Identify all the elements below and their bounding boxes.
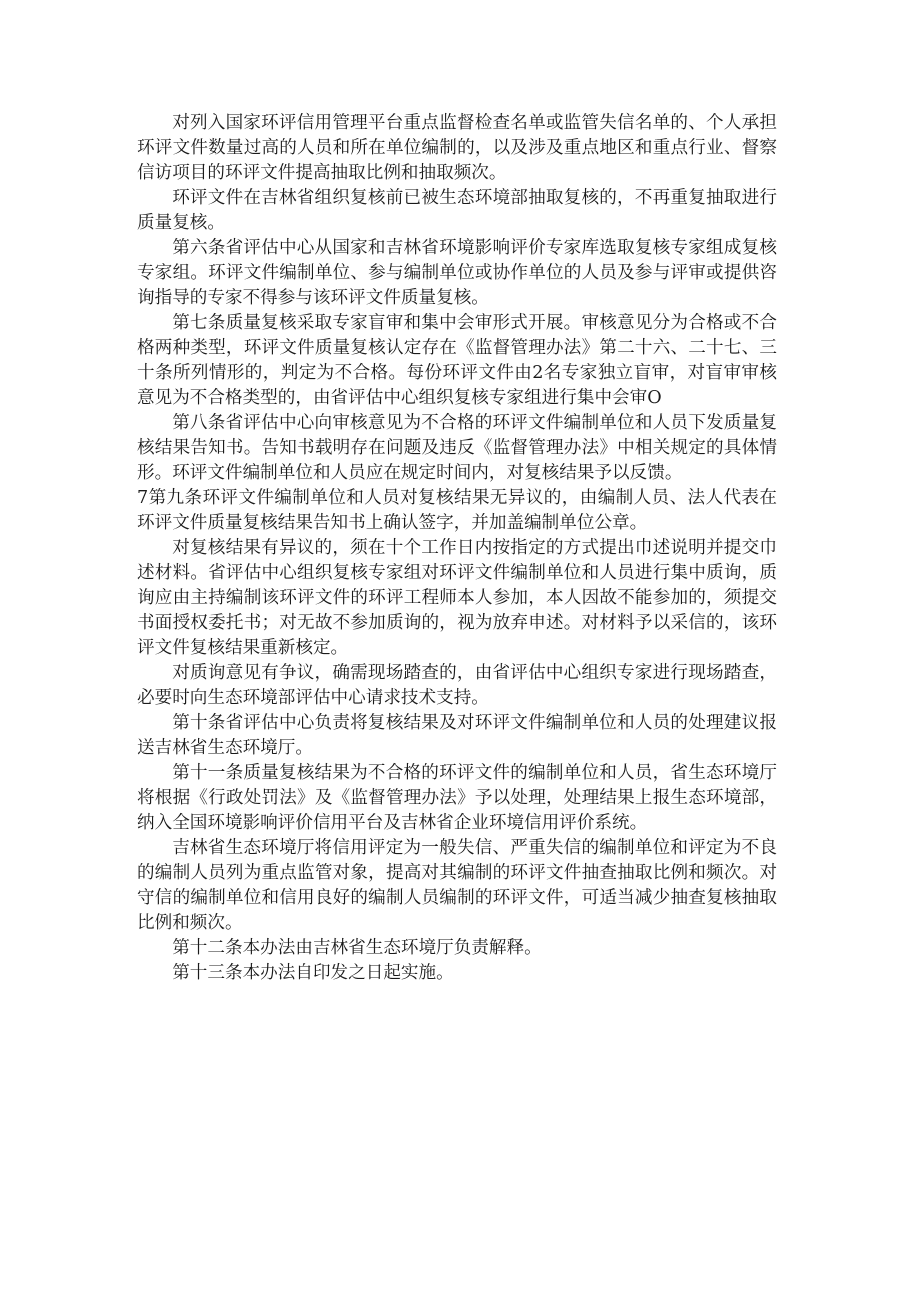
paragraph-article-11: 第十一条质量复核结果为不合格的环评文件的编制单位和人员，省生态环境厅将根据《行政处罚法》及《监督管理办法》予以处理，处理结果上报生态环境部，纳入全国环境影响评价信用平台及吉林省企业环境信用评价系统。 [137,763,777,833]
paragraph-article-12: 第十二条本办法由吉林省生态环境厅负责解释。 [172,938,542,958]
paragraph-article-13: 第十三条本办法自印发之日起实施。 [172,963,454,983]
paragraph-article-7: 第七条质量复核采取专家盲审和集中会审形式开展。审核意见分为合格或不合格两种类型，环评文件质量复核认定存在《监督管理办法》第二十六、二十七、三十条所列情形的，判定为不合格。每份环评文件由2名专家独立盲审，对盲审审核意见为不合格类型的，由省评估中心组织复核专家组进行集中会审O [137,313,777,408]
paragraph-site-inspection: 对质询意见有争议，确需现场踏查的，由省评估中心组织专家进行现场踏查，必要时向生态环境部评估中心请求技术支持。 [137,663,777,708]
paragraph-no-repeat-review: 环评文件在吉林省组织复核前已被生态环境部抽取复核的，不再重复抽取进行质量复核。 [137,188,777,233]
paragraph-article-8: 第八条省评估中心向审核意见为不合格的环评文件编制单位和人员下发质量复核结果告知书。告知书载明存在问题及违反《监督管理办法》中相关规定的具体情形。环评文件编制单位和人员应在规定时间内，对复核结果予以反馈。 [137,413,777,483]
paragraph-objection: 对复核结果有异议的，须在十个工作日内按指定的方式提出巾述说明并提交巾述材料。省评估中心组织复核专家组对环评文件编制单位和人员进行集中质询，质询应由主持编制该环评文件的环评工程师本人参加，本人因故不能参加的，须提交书面授权委托书；对无故不参加质询的，视为放弃申述。对材料予以采信的，该环评文件复核结果重新核定。 [137,538,777,658]
paragraph-article-6: 第六条省评估中心从国家和吉林省环境影响评价专家库选取复核专家组成复核专家组。环评文件编制单位、参与编制单位或协作单位的人员及参与评审或提供咨询指导的专家不得参与该环评文件质量复核。 [137,238,777,308]
document-body [137,111,777,986]
paragraph-article-9: 7第九条环评文件编制单位和人员对复核结果无异议的，由编制人员、法人代表在环评文件质量复核结果告知书上确认签字，并加盖编制单位公章。 [137,488,777,533]
paragraph-credit-supervision: 吉林省生态环境厅将信用评定为一般失信、严重失信的编制单位和评定为不良的编制人员列为重点监管对象，提高对其编制的环评文件抽查抽取比例和频次。对守信的编制单位和信用良好的编制人员编制的环评文件，可适当减少抽查复核抽取比例和频次。 [137,838,777,933]
paragraph-key-supervision: 对列入国家环评信用管理平台重点监督检查名单或监管失信名单的、个人承担环评文件数量过高的人员和所在单位编制的，以及涉及重点地区和重点行业、督察信访项目的环评文件提高抽取比例和抽取频次。 [137,113,777,183]
paragraph-article-10: 第十条省评估中心负责将复核结果及对环评文件编制单位和人员的处理建议报送吉林省生态环境厅。 [137,713,777,758]
